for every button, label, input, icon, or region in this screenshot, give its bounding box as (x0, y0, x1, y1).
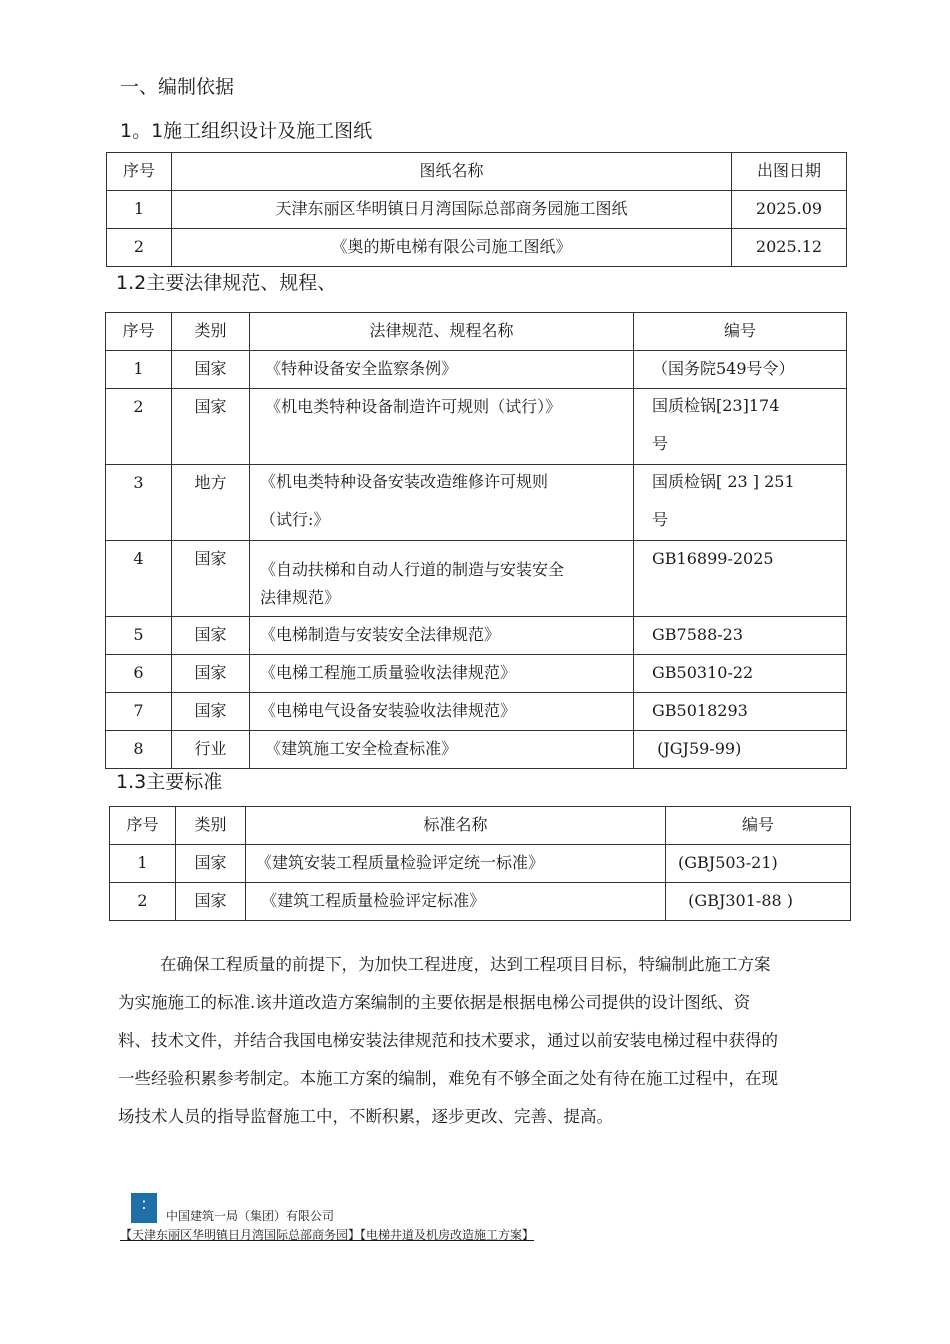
table-cell: 《电梯制造与安装安全法律规范》 (250, 617, 634, 655)
standards-table (109, 806, 851, 921)
header-cell: 类别 (176, 807, 246, 845)
table-cell: 地方 (172, 465, 250, 541)
company-logo: : (131, 1193, 157, 1223)
table-cell: 5 (106, 617, 172, 655)
table-cell: 《建筑安装工程质量检验评定统一标准》 (246, 845, 666, 883)
header-cell: 序号 (107, 153, 172, 191)
table-cell: 《电梯电气设备安装验收法律规范》 (250, 693, 634, 731)
table-cell: 《机电类特种设备制造许可规则（试行）》 (250, 389, 634, 465)
table-row (106, 541, 847, 617)
table-header-row (106, 313, 847, 351)
table-row (106, 731, 847, 769)
subsection-title-1-2: 1.2主要法律规范、规程、 (116, 272, 337, 294)
table-cell (634, 465, 847, 541)
code-line: 号 (652, 510, 669, 529)
paragraph-line: 为实施施工的标准.该井道改造方案编制的主要依据是根据电梯公司提供的设计图纸、资 (118, 993, 751, 1012)
project-footer-line: 【天津东丽区华明镇日月湾国际总部商务园】【电梯井道及机房改造施工方案】 (120, 1228, 535, 1242)
table-cell: 行业 (172, 731, 250, 769)
table-cell: 《建筑施工安全检查标准》 (250, 731, 634, 769)
table-cell: 3 (106, 465, 172, 541)
header-cell: 编号 (634, 313, 847, 351)
table-cell: GB50310-22 (634, 655, 847, 693)
drawings-table (106, 152, 847, 267)
table-cell: 2025.12 (732, 229, 847, 267)
table-row (106, 389, 847, 465)
header-cell: 法律规范、规程名称 (250, 313, 634, 351)
table-cell (250, 541, 634, 617)
table-cell: 7 (106, 693, 172, 731)
table-cell: 4 (106, 541, 172, 617)
code-line: 号 (652, 434, 669, 453)
header-cell: 序号 (106, 313, 172, 351)
regulations-table (105, 312, 847, 769)
table-cell: 2 (107, 229, 172, 267)
table-cell (250, 465, 634, 541)
table-row (106, 655, 847, 693)
paragraph-line: 一些经验积累参考制定。本施工方案的编制，难免有不够全面之处有待在施工过程中，在现 (118, 1069, 778, 1088)
body-paragraph (118, 946, 848, 1136)
table-row (106, 617, 847, 655)
table-cell: 国家 (176, 845, 246, 883)
table-cell: 《特种设备安全监察条例》 (250, 351, 634, 389)
table-cell: 国家 (172, 693, 250, 731)
table-cell: 国家 (172, 389, 250, 465)
table-row (107, 229, 847, 267)
header-cell: 出图日期 (732, 153, 847, 191)
table-cell: 《电梯工程施工质量验收法律规范》 (250, 655, 634, 693)
table-row (106, 351, 847, 389)
code-line: 国质检锅[ 23 ] 251 (652, 472, 795, 491)
table-row (106, 693, 847, 731)
name-line: 法律规范》 (260, 588, 341, 607)
name-line: 《机电类特种设备安装改造维修许可规则 (260, 472, 549, 491)
section-title: 一、编制依据 (120, 76, 235, 98)
table-cell (634, 389, 847, 465)
table-cell: GB5018293 (634, 693, 847, 731)
paragraph-line: 在确保工程质量的前提下，为加快工程进度，达到工程项目目标，特编制此施工方案 (160, 955, 771, 974)
table-cell: 天津东丽区华明镇日月湾国际总部商务园施工图纸 (172, 191, 732, 229)
table-row (110, 883, 851, 921)
table-cell: (GBJ503-21) (666, 845, 851, 883)
table-cell: 《奥的斯电梯有限公司施工图纸》 (172, 229, 732, 267)
table-cell: 国家 (172, 351, 250, 389)
table-row (107, 191, 847, 229)
table-header-row (110, 807, 851, 845)
header-cell: 序号 (110, 807, 176, 845)
table-cell: 1 (107, 191, 172, 229)
header-cell: 编号 (666, 807, 851, 845)
table-cell: 2 (110, 883, 176, 921)
paragraph-line: 料、技术文件，并结合我国电梯安装法律规范和技术要求，通过以前安装电梯过程中获得的 (118, 1031, 778, 1050)
table-cell: 8 (106, 731, 172, 769)
table-row (106, 465, 847, 541)
table-cell: 1 (110, 845, 176, 883)
table-cell: 《建筑工程质量检验评定标准》 (246, 883, 666, 921)
table-cell: 国家 (172, 617, 250, 655)
subsection-title-1-3: 1.3主要标准 (116, 771, 223, 793)
header-cell: 类别 (172, 313, 250, 351)
code-line: 国质检锅[23]174 (652, 396, 780, 415)
table-cell: （国务院549号令） (634, 351, 847, 389)
table-cell: 6 (106, 655, 172, 693)
subsection-title-1-1: 1。1施工组织设计及施工图纸 (120, 120, 373, 142)
table-cell: (GBJ301-88 ) (666, 883, 851, 921)
name-line: 《自动扶梯和自动人行道的制造与安装安全 (260, 560, 565, 579)
table-cell: 国家 (172, 655, 250, 693)
table-cell: 国家 (172, 541, 250, 617)
company-name: 中国建筑一局（集团）有限公司 (166, 1209, 335, 1223)
name-line: （试行:》 (260, 510, 330, 529)
table-cell: GB16899-2025 (634, 541, 847, 617)
table-cell: 国家 (176, 883, 246, 921)
table-cell: 1 (106, 351, 172, 389)
table-cell: 2025.09 (732, 191, 847, 229)
table-header-row (107, 153, 847, 191)
table-cell: GB7588-23 (634, 617, 847, 655)
table-cell: 2 (106, 389, 172, 465)
header-cell: 标准名称 (246, 807, 666, 845)
paragraph-line: 场技术人员的指导监督施工中，不断积累，逐步更改、完善、提高。 (118, 1107, 613, 1126)
table-row (110, 845, 851, 883)
table-cell: (JGJ59-99) (634, 731, 847, 769)
header-cell: 图纸名称 (172, 153, 732, 191)
